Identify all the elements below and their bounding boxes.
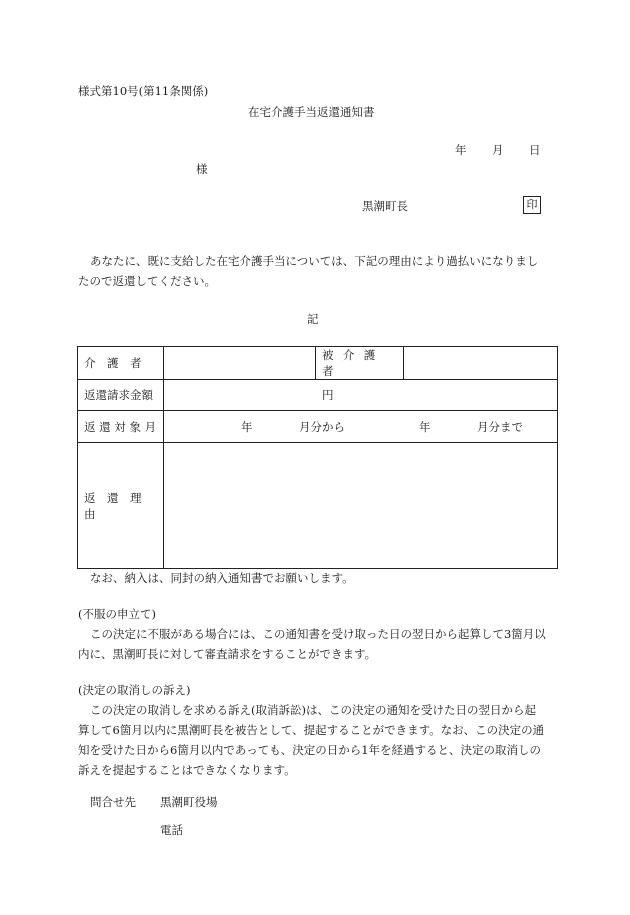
return-details-table xyxy=(77,346,558,569)
reason-label: 返 還 理 由 xyxy=(78,443,164,569)
amount-value-cell xyxy=(164,380,558,411)
contact-office: 黒潮町役場 xyxy=(160,795,218,809)
lawsuit-line: この決定の取消しを求める訴え(取消訴訟)は、この決定の通知を受けた日の翌日から起 xyxy=(90,703,536,717)
body-line: たので返還してください。 xyxy=(78,274,216,288)
objection-line: この決定に不服がある場合には、この通知書を受け取った日の翌日から起算して3箇月以 xyxy=(90,627,546,641)
objection-heading: (不服の申立て) xyxy=(78,607,156,621)
lawsuit-line: 算して6箇月以内に黒潮町長を被告として、提起することができます。なお、この決定の通 xyxy=(78,723,545,737)
table-row xyxy=(78,411,558,443)
reason-value-cell xyxy=(164,443,558,569)
period-year-2: 年 xyxy=(419,420,431,434)
payment-note: なお、納入は、同封の納入通知書でお願いします。 xyxy=(90,571,354,585)
period-to: 月分まで xyxy=(477,420,523,434)
amount-label: 返還請求金額 xyxy=(78,380,164,411)
objection-section xyxy=(78,604,558,664)
table-row xyxy=(78,443,558,569)
objection-line: 内に、黒潮町長に対して審査請求をすることができます。 xyxy=(78,647,377,661)
contact-phone-label: 電話 xyxy=(160,823,183,837)
period-value-cell xyxy=(164,411,558,443)
caregiver-label: 介 護 者 xyxy=(78,347,164,380)
lawsuit-section xyxy=(78,680,558,780)
addressee-suffix: 様 xyxy=(196,162,208,176)
date-day: 日 xyxy=(529,143,541,157)
date-month: 月 xyxy=(492,143,504,157)
body-line: あなたに、既に支給した在宅介護手当については、下記の理由により過払いになりまし xyxy=(90,254,539,268)
care-recipient-value-cell xyxy=(404,347,558,380)
form-number: 様式第10号(第11条関係) xyxy=(78,84,209,98)
caregiver-value-cell xyxy=(164,347,316,380)
contact-label: 問合せ先 xyxy=(90,795,136,809)
date-year: 年 xyxy=(455,143,467,157)
table-row xyxy=(78,347,558,380)
issuer-name: 黒潮町長 xyxy=(362,199,408,213)
period-year-1: 年 xyxy=(241,420,253,434)
table-row xyxy=(78,380,558,411)
period-from: 月分から xyxy=(299,420,345,434)
amount-unit: 円 xyxy=(322,388,334,402)
ki-heading: 記 xyxy=(307,312,319,326)
lawsuit-line: 訴えを提起することはできなくなります。 xyxy=(78,763,296,777)
lawsuit-heading: (決定の取消しの訴え) xyxy=(78,683,191,697)
lawsuit-line: 知を受けた日から6箇月以内であっても、決定の日から1年を経過すると、決定の取消しの xyxy=(78,743,542,757)
period-label: 返 還 対 象 月 xyxy=(78,411,164,443)
document-title: 在宅介護手当返還通知書 xyxy=(248,105,375,119)
body-paragraph xyxy=(78,251,558,291)
seal-mark: 印 xyxy=(523,196,541,214)
care-recipient-label: 被 介 護 者 xyxy=(316,347,404,380)
